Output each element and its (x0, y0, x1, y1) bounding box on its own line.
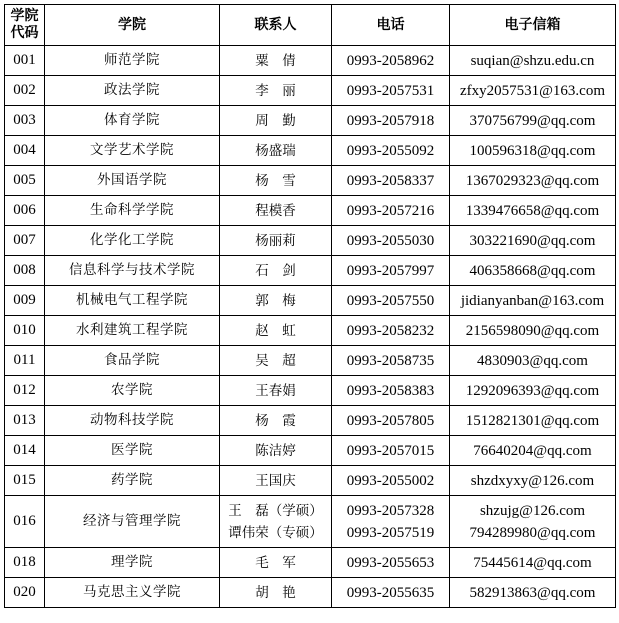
college-name-cell: 农学院 (45, 376, 220, 406)
email-cell-line: 100596318@qq.com (469, 142, 596, 159)
phone-cell (332, 106, 450, 136)
college-name-cell: 食品学院 (45, 346, 220, 376)
email-cell-line: 1339476658@qq.com (465, 202, 600, 219)
email-cell-line: shzujg@126.com (479, 502, 586, 519)
phone-cell (332, 196, 450, 226)
email-cell (450, 406, 616, 436)
college-code-cell: 007 (5, 226, 45, 256)
table-row (5, 316, 616, 346)
header-code-line2: 代码 (10, 25, 39, 41)
contact-person-cell-line: 陈洁婷 (255, 442, 296, 459)
phone-cell (332, 578, 450, 608)
college-name-cell: 文学艺术学院 (45, 136, 220, 166)
email-cell-line: 75445614@qq.com (473, 554, 592, 571)
contact-person-cell-line: 杨丽莉 (255, 232, 296, 249)
college-code-cell: 005 (5, 166, 45, 196)
contact-person-cell (220, 406, 332, 436)
table-row (5, 106, 616, 136)
contact-person-cell (220, 578, 332, 608)
contact-person-cell-line: 王春娟 (255, 382, 296, 399)
phone-cell-line: 0993-2057805 (346, 412, 435, 429)
email-cell-line: 1367029323@qq.com (465, 172, 600, 189)
header-code (5, 5, 45, 46)
contact-person-cell (220, 376, 332, 406)
email-cell (450, 496, 616, 548)
phone-cell-line: 0993-2058232 (346, 322, 435, 339)
email-cell-line: suqian@shzu.edu.cn (470, 52, 595, 69)
contact-person-cell-line: 吴 超 (255, 352, 296, 369)
contact-person-cell-line: 王 磊（学硕） (228, 502, 323, 519)
phone-cell-line: 0993-2057015 (346, 442, 435, 459)
phone-cell-line: 0993-2055030 (346, 232, 435, 249)
phone-cell-line: 0993-2057531 (346, 82, 435, 99)
email-cell-line: shzdxyxy@126.com (470, 472, 595, 489)
email-cell (450, 466, 616, 496)
phone-cell-line: 0993-2057997 (346, 262, 435, 279)
email-cell (450, 76, 616, 106)
table-row (5, 226, 616, 256)
college-name-cell: 体育学院 (45, 106, 220, 136)
phone-cell (332, 286, 450, 316)
contact-person-cell (220, 346, 332, 376)
contact-person-cell-line: 杨 霞 (255, 412, 296, 429)
contact-person-cell (220, 316, 332, 346)
college-name-cell: 机械电气工程学院 (45, 286, 220, 316)
college-code-cell: 016 (5, 496, 45, 548)
college-code-cell: 004 (5, 136, 45, 166)
phone-cell-line: 0993-2058383 (346, 382, 435, 399)
email-cell-line: 303221690@qq.com (469, 232, 596, 249)
email-cell-line: jidianyanban@163.com (460, 292, 605, 309)
contact-person-cell (220, 196, 332, 226)
contact-table (4, 4, 616, 608)
phone-cell-line: 0993-2058962 (346, 52, 435, 69)
college-code-cell: 014 (5, 436, 45, 466)
contact-person-cell (220, 166, 332, 196)
table-row (5, 466, 616, 496)
phone-cell (332, 346, 450, 376)
phone-cell (332, 76, 450, 106)
email-cell-line: 794289980@qq.com (469, 524, 596, 541)
college-name-cell: 政法学院 (45, 76, 220, 106)
contact-person-cell-line: 赵 虹 (255, 322, 296, 339)
header-email: 电子信箱 (450, 5, 616, 46)
header-code-line1: 学院 (10, 8, 39, 24)
college-name-cell: 水利建筑工程学院 (45, 316, 220, 346)
phone-cell-line: 0993-2058735 (346, 352, 435, 369)
email-cell-line: 4830903@qq.com (477, 352, 588, 369)
contact-person-cell (220, 548, 332, 578)
contact-person-cell-line: 王国庆 (255, 472, 296, 489)
college-name-cell: 信息科学与技术学院 (45, 256, 220, 286)
contact-person-cell (220, 76, 332, 106)
college-name-cell: 动物科技学院 (45, 406, 220, 436)
college-name-cell: 医学院 (45, 436, 220, 466)
email-cell (450, 286, 616, 316)
college-name-cell: 化学化工学院 (45, 226, 220, 256)
email-cell (450, 256, 616, 286)
email-cell (450, 226, 616, 256)
phone-cell (332, 316, 450, 346)
contact-person-cell-line: 毛 军 (255, 554, 296, 571)
college-name-cell: 生命科学学院 (45, 196, 220, 226)
email-cell (450, 136, 616, 166)
table-row (5, 166, 616, 196)
email-cell-line: 1512821301@qq.com (465, 412, 600, 429)
email-cell (450, 578, 616, 608)
college-code-cell: 013 (5, 406, 45, 436)
contact-person-cell-line: 谭伟荣（专硕） (228, 524, 323, 541)
email-cell-line: 2156598090@qq.com (465, 322, 600, 339)
contact-person-cell (220, 106, 332, 136)
phone-cell (332, 436, 450, 466)
contact-person-cell (220, 466, 332, 496)
college-code-cell: 020 (5, 578, 45, 608)
phone-cell (332, 256, 450, 286)
phone-cell (332, 496, 450, 548)
college-name-cell: 经济与管理学院 (45, 496, 220, 548)
phone-cell-line: 0993-2057328 (346, 502, 435, 519)
table-row (5, 346, 616, 376)
email-cell (450, 166, 616, 196)
phone-cell (332, 136, 450, 166)
header-college: 学院 (45, 5, 220, 46)
contact-person-cell (220, 286, 332, 316)
table-row (5, 578, 616, 608)
contact-person-cell (220, 226, 332, 256)
college-code-cell: 011 (5, 346, 45, 376)
college-code-cell: 008 (5, 256, 45, 286)
college-code-cell: 015 (5, 466, 45, 496)
email-cell (450, 46, 616, 76)
phone-cell (332, 166, 450, 196)
contact-person-cell-line: 程模香 (255, 202, 296, 219)
table-row (5, 196, 616, 226)
email-cell (450, 346, 616, 376)
email-cell (450, 316, 616, 346)
college-name-cell: 马克思主义学院 (45, 578, 220, 608)
email-cell-line: 406358668@qq.com (469, 262, 596, 279)
contact-person-cell (220, 136, 332, 166)
phone-cell (332, 466, 450, 496)
phone-cell (332, 46, 450, 76)
phone-cell-line: 0993-2055653 (346, 554, 435, 571)
contact-person-cell-line: 周 勤 (255, 112, 296, 129)
table-body (5, 46, 616, 608)
phone-cell-line: 0993-2057519 (346, 524, 435, 541)
header-row (5, 5, 616, 46)
email-cell-line: 582913863@qq.com (469, 584, 596, 601)
college-code-cell: 006 (5, 196, 45, 226)
phone-cell-line: 0993-2058337 (346, 172, 435, 189)
phone-cell-line: 0993-2055092 (346, 142, 435, 159)
header-phone: 电话 (332, 5, 450, 46)
college-code-cell: 001 (5, 46, 45, 76)
table-row (5, 286, 616, 316)
table-row (5, 136, 616, 166)
contact-person-cell-line: 石 剑 (255, 262, 296, 279)
contact-person-cell-line: 胡 艳 (255, 584, 296, 601)
contact-person-cell (220, 46, 332, 76)
phone-cell-line: 0993-2057918 (346, 112, 435, 129)
email-cell (450, 548, 616, 578)
email-cell (450, 376, 616, 406)
contact-person-cell (220, 436, 332, 466)
college-code-cell: 003 (5, 106, 45, 136)
phone-cell-line: 0993-2055002 (346, 472, 435, 489)
email-cell (450, 436, 616, 466)
phone-cell (332, 226, 450, 256)
contact-person-cell (220, 496, 332, 548)
college-name-cell: 师范学院 (45, 46, 220, 76)
college-code-cell: 018 (5, 548, 45, 578)
email-cell-line: 76640204@qq.com (473, 442, 592, 459)
college-name-cell: 理学院 (45, 548, 220, 578)
table-row (5, 548, 616, 578)
email-cell-line: 1292096393@qq.com (465, 382, 600, 399)
email-cell (450, 106, 616, 136)
college-code-cell: 002 (5, 76, 45, 106)
phone-cell (332, 548, 450, 578)
table-row (5, 46, 616, 76)
contact-person-cell-line: 杨盛瑞 (255, 142, 296, 159)
table-row (5, 436, 616, 466)
table-row (5, 256, 616, 286)
college-code-cell: 009 (5, 286, 45, 316)
contact-person-cell (220, 256, 332, 286)
table-row (5, 376, 616, 406)
email-cell-line: zfxy2057531@163.com (459, 82, 606, 99)
table-row (5, 406, 616, 436)
contact-person-cell-line: 郭 梅 (255, 292, 296, 309)
phone-cell-line: 0993-2055635 (346, 584, 435, 601)
phone-cell (332, 376, 450, 406)
email-cell (450, 196, 616, 226)
email-cell-line: 370756799@qq.com (469, 112, 596, 129)
college-code-cell: 012 (5, 376, 45, 406)
phone-cell (332, 406, 450, 436)
contact-person-cell-line: 李 丽 (255, 82, 296, 99)
header-contact: 联系人 (220, 5, 332, 46)
contact-person-cell-line: 杨 雪 (255, 172, 296, 189)
table-row (5, 496, 616, 548)
college-code-cell: 010 (5, 316, 45, 346)
phone-cell-line: 0993-2057550 (346, 292, 435, 309)
college-name-cell: 药学院 (45, 466, 220, 496)
college-name-cell: 外国语学院 (45, 166, 220, 196)
contact-person-cell-line: 粟 倩 (255, 52, 296, 69)
phone-cell-line: 0993-2057216 (346, 202, 435, 219)
table-row (5, 76, 616, 106)
